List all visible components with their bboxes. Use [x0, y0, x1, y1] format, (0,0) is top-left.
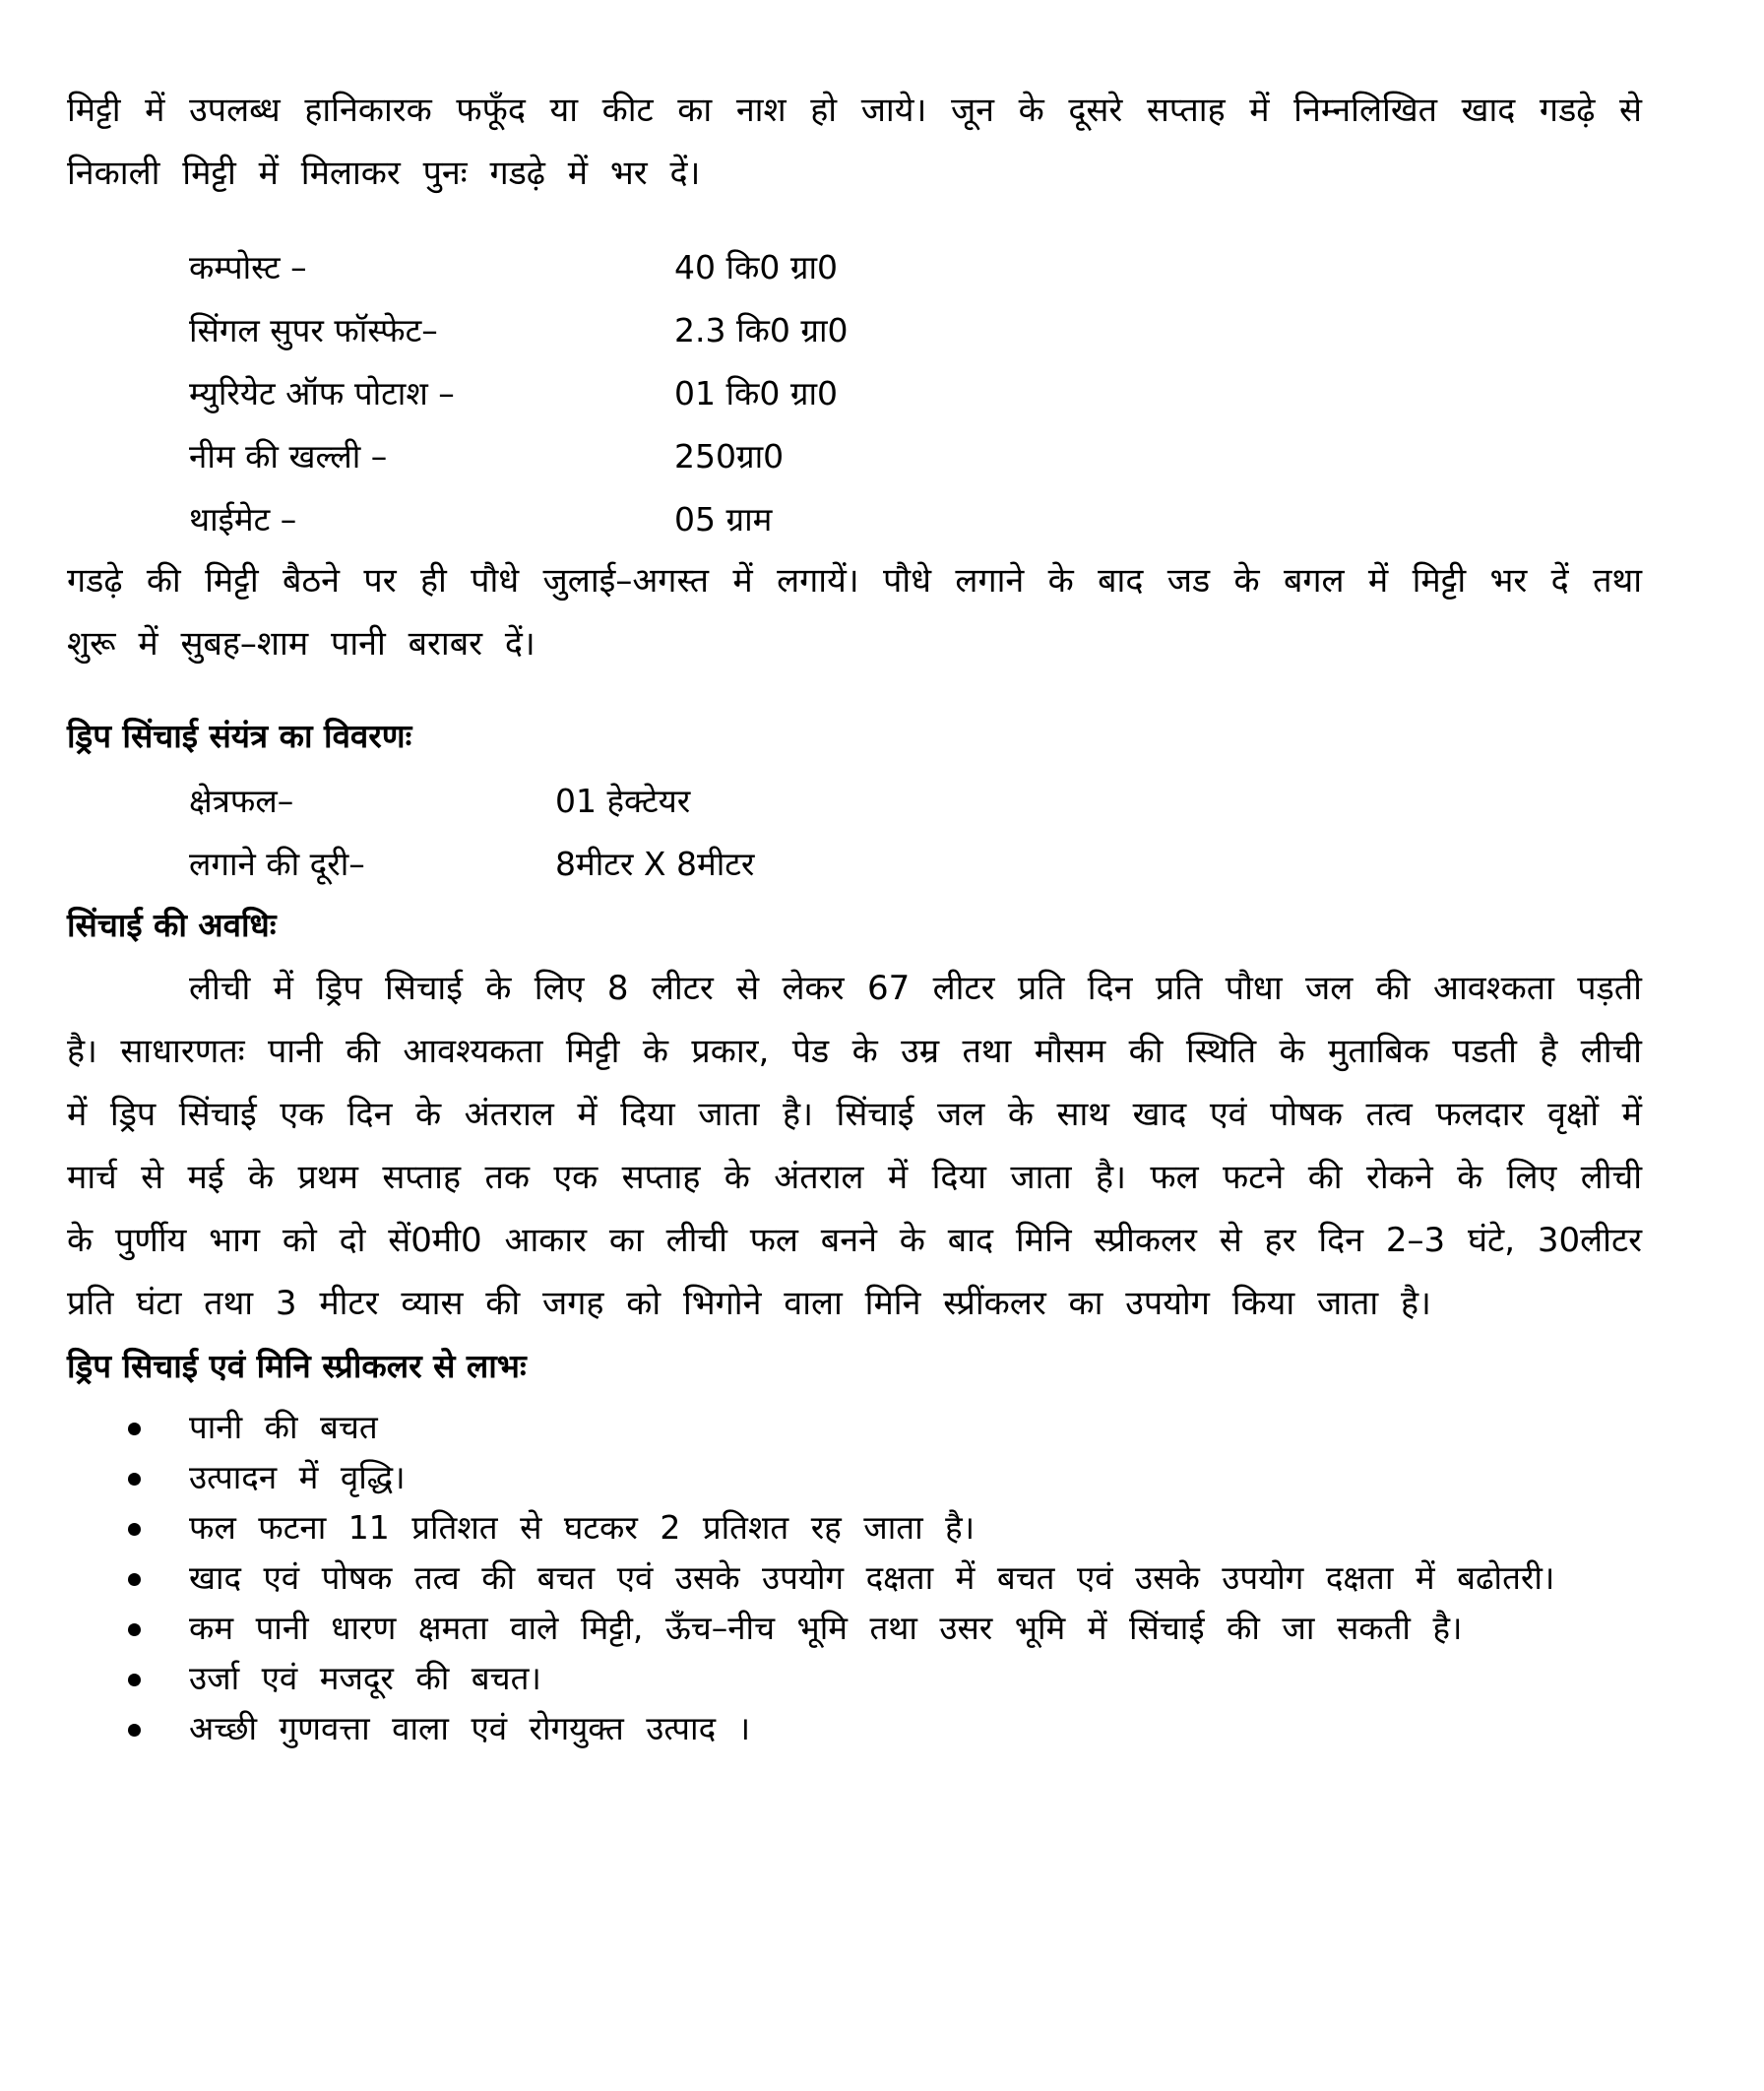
list-item — [67, 1556, 1642, 1599]
bullet-icon — [128, 1724, 141, 1737]
document-page — [67, 79, 1642, 1757]
fertilizer-row — [189, 423, 1642, 486]
drip-detail-label: क्षेत्रफल– — [189, 781, 294, 820]
fertilizer-row — [189, 234, 1642, 297]
paragraph-irrigation: लीची में ड्रिप सिचाई के लिए 8 लीटर से लेकर 67 लीटर प्रति दिन प्रति पौधा जल की आवश्कता पड़ती है। साधारणतः पानी की आवश्यकता मिट्टी के प्रकार, पेड के उम्र तथा मौसम की स्थिति के मुताबिक पडती है लीची में ड्रिप सिंचाई एक दिन के अंतराल में दिया जाता है। सिंचाई जल के साथ खाद एवं पोषक तत्व फलदार वृक्षों में मार्च से मई के प्रथम सप्ताह तक एक सप्ताह के अंतराल में दिया जाता है। फल फटने की रोकने के लिए लीची के पुर्णीय भाग को दो सें0मी0 आकार का लीची फल बनने के बाद मिनि स्प्रीकलर से हर दिन 2–3 घंटे, 30लीटर प्रति घंटा तथा 3 मीटर व्यास की जगह को भिगोने वाला मिनि स्प्रींकलर का उपयोग किया जाता है। — [67, 969, 1642, 1323]
heading-benefits: ड्रिप सिचाई एवं मिनि स्प्रीकलर से लाभः — [67, 1347, 527, 1385]
benefit-text: पानी की बचत — [189, 1408, 378, 1446]
fertilizer-value: 05 ग्राम — [674, 499, 773, 539]
benefit-text: उत्पादन में वृद्धि। — [189, 1458, 406, 1496]
list-item — [67, 1657, 1642, 1699]
benefit-text: खाद एवं पोषक तत्व की बचत एवं उसके उपयोग दक्षता में बचत एवं उसके उपयोग दक्षता में बढोतरी। — [189, 1558, 1555, 1597]
benefit-text: फल फटना 11 प्रतिशत से घटकर 2 प्रतिशत रह जाता है। — [189, 1508, 976, 1547]
fertilizer-label: म्युरियेट ऑफ पोटाश – — [189, 373, 455, 412]
drip-detail-label: लगाने की दूरी– — [189, 844, 365, 883]
heading-irrigation-duration: सिंचाई की अवधिः — [67, 906, 277, 944]
bullet-icon — [128, 1473, 141, 1486]
benefit-text: अच्छी गुणवत्ता वाला एवं रोगयुक्त उत्पाद । — [189, 1709, 751, 1747]
bullet-icon — [128, 1573, 141, 1586]
list-item — [67, 1707, 1642, 1749]
fertilizer-label: सिंगल सुपर फॉस्फेट– — [189, 310, 438, 349]
list-item — [67, 1406, 1642, 1448]
drip-detail-row — [189, 768, 1642, 831]
drip-details-table — [189, 768, 1642, 894]
fertilizer-label: नीम की खल्ली – — [189, 436, 388, 475]
bullet-icon — [128, 1623, 141, 1636]
benefits-list — [67, 1406, 1642, 1749]
list-item — [67, 1506, 1642, 1549]
benefit-text: उर्जा एवं मजदूर की बचत। — [189, 1659, 541, 1697]
fertilizer-value: 2.3 कि0 ग्रा0 — [674, 310, 849, 349]
fertilizer-value: 40 कि0 ग्रा0 — [674, 247, 839, 286]
list-item — [67, 1456, 1642, 1498]
paragraph-intro: मिट्टी में उपलब्ध हानिकारक फफूँद या कीट का नाश हो जाये। जून के दूसरे सप्ताह में निम्नलिखित खाद गडढ़े से निकाली मिट्टी में मिलाकर पुनः गडढ़े में भर दें। — [67, 91, 1642, 193]
fertilizer-label: कम्पोस्ट – — [189, 247, 307, 286]
list-item — [67, 1607, 1642, 1649]
bullet-icon — [128, 1423, 141, 1435]
heading-drip-details: ड्रिप सिंचाई संयंत्र का विवरणः — [67, 717, 412, 755]
drip-detail-row — [189, 831, 1642, 894]
fertilizer-row — [189, 297, 1642, 360]
paragraph-planting: गडढ़े की मिट्टी बैठने पर ही पौधे जुलाई–अगस्त में लगायें। पौधे लगाने के बाद जड के बगल में मिट्टी भर दें तथा शुरू में सुबह–शाम पानी बराबर दें। — [67, 561, 1642, 664]
bullet-icon — [128, 1674, 141, 1686]
fertilizer-row — [189, 360, 1642, 423]
fertilizer-row — [189, 486, 1642, 549]
drip-detail-value: 01 हेक्टेयर — [555, 781, 691, 820]
fertilizer-label: थाईमेट – — [189, 499, 297, 539]
fertilizer-value: 250ग्रा0 — [674, 436, 785, 475]
bullet-icon — [128, 1523, 141, 1536]
benefit-text: कम पानी धारण क्षमता वाले मिट्टी, ऊँच–नीच भूमि तथा उसर भूमि में सिंचाई की जा सकती है। — [189, 1609, 1463, 1647]
fertilizer-table — [189, 234, 1642, 549]
drip-detail-value: 8मीटर X 8मीटर — [555, 844, 755, 883]
fertilizer-value: 01 कि0 ग्रा0 — [674, 373, 839, 412]
